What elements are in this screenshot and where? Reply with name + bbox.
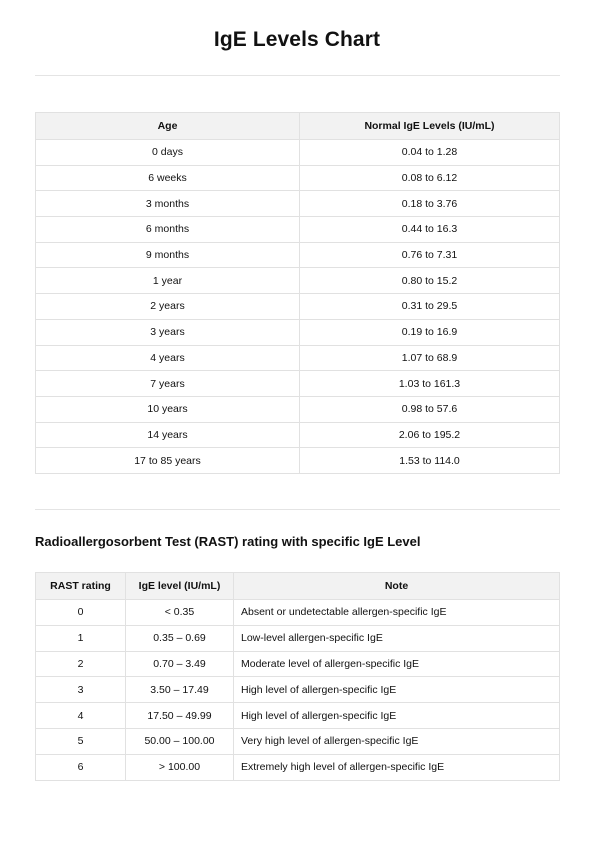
age-cell: 6 months — [36, 217, 300, 243]
table-row — [36, 191, 560, 217]
age-cell: 0 days — [36, 140, 300, 166]
note-cell: Extremely high level of allergen-specific IgE — [234, 754, 560, 780]
ige-range-cell: 0.04 to 1.28 — [300, 140, 560, 166]
ige-range-cell: 0.08 to 6.12 — [300, 165, 560, 191]
ige-range-cell: 0.19 to 16.9 — [300, 319, 560, 345]
ige-range-cell: 1.07 to 68.9 — [300, 345, 560, 371]
table-row — [36, 728, 560, 754]
note-cell: High level of allergen-specific IgE — [234, 703, 560, 729]
rast-rating-column-header: RAST rating — [36, 573, 126, 600]
page-title: IgE Levels Chart — [213, 28, 381, 51]
note-column-header: Note — [234, 573, 560, 600]
table-row — [36, 600, 560, 626]
table-row — [36, 651, 560, 677]
age-cell: 6 weeks — [36, 165, 300, 191]
ige-range-cell: 0.76 to 7.31 — [300, 242, 560, 268]
age-cell: 10 years — [36, 396, 300, 422]
ige-level-cell: > 100.00 — [126, 754, 234, 780]
table-row — [36, 217, 560, 243]
ige-range-cell: 0.44 to 16.3 — [300, 217, 560, 243]
rast-rating-cell: 5 — [36, 728, 126, 754]
ige-range-cell: 0.18 to 3.76 — [300, 191, 560, 217]
rast-rating-cell: 2 — [36, 651, 126, 677]
ige-range-cell: 0.98 to 57.6 — [300, 396, 560, 422]
rast-rating-cell: 6 — [36, 754, 126, 780]
table-row — [36, 319, 560, 345]
table-row — [36, 165, 560, 191]
age-column-header: Age — [36, 113, 300, 140]
age-ige-table — [35, 112, 560, 474]
table-row — [36, 268, 560, 294]
table-row — [36, 703, 560, 729]
table-row — [36, 396, 560, 422]
age-cell: 3 months — [36, 191, 300, 217]
age-cell: 3 years — [36, 319, 300, 345]
age-cell: 1 year — [36, 268, 300, 294]
title-divider — [35, 75, 560, 76]
rast-rating-cell: 1 — [36, 625, 126, 651]
rast-rating-cell: 0 — [36, 600, 126, 626]
age-cell: 9 months — [36, 242, 300, 268]
ige-range-cell: 1.03 to 161.3 — [300, 371, 560, 397]
note-cell: Moderate level of allergen-specific IgE — [234, 651, 560, 677]
table-row — [36, 677, 560, 703]
table-row — [36, 294, 560, 320]
note-cell: High level of allergen-specific IgE — [234, 677, 560, 703]
rast-rating-cell: 3 — [36, 677, 126, 703]
rast-rating-table — [35, 572, 560, 781]
ige-level-cell: 17.50 – 49.99 — [126, 703, 234, 729]
age-cell: 2 years — [36, 294, 300, 320]
ige-level-cell: 0.35 – 0.69 — [126, 625, 234, 651]
table-row — [36, 242, 560, 268]
ige-range-cell: 0.31 to 29.5 — [300, 294, 560, 320]
ige-level-column-header: IgE level (IU/mL) — [126, 573, 234, 600]
age-cell: 4 years — [36, 345, 300, 371]
table-row — [36, 422, 560, 448]
section-divider — [35, 509, 560, 510]
rast-rating-cell: 4 — [36, 703, 126, 729]
age-cell: 7 years — [36, 371, 300, 397]
age-cell: 14 years — [36, 422, 300, 448]
ige-level-cell: 0.70 – 3.49 — [126, 651, 234, 677]
ige-level-cell: 3.50 – 17.49 — [126, 677, 234, 703]
table-row — [36, 345, 560, 371]
ige-range-cell: 1.53 to 114.0 — [300, 448, 560, 474]
table-row — [36, 625, 560, 651]
ige-range-cell: 2.06 to 195.2 — [300, 422, 560, 448]
table-header-row — [36, 113, 560, 140]
table-row — [36, 140, 560, 166]
note-cell: Low-level allergen-specific IgE — [234, 625, 560, 651]
table-row — [36, 754, 560, 780]
note-cell: Very high level of allergen-specific IgE — [234, 728, 560, 754]
table-row — [36, 371, 560, 397]
ige-level-cell: 50.00 – 100.00 — [126, 728, 234, 754]
ige-range-cell: 0.80 to 15.2 — [300, 268, 560, 294]
note-cell: Absent or undetectable allergen-specific IgE — [234, 600, 560, 626]
ige-level-column-header: Normal IgE Levels (IU/mL) — [300, 113, 560, 140]
table-row — [36, 448, 560, 474]
rast-section-heading: Radioallergosorbent Test (RAST) rating with specific IgE Level — [35, 534, 421, 549]
ige-level-cell: < 0.35 — [126, 600, 234, 626]
age-cell: 17 to 85 years — [36, 448, 300, 474]
table-header-row — [36, 573, 560, 600]
